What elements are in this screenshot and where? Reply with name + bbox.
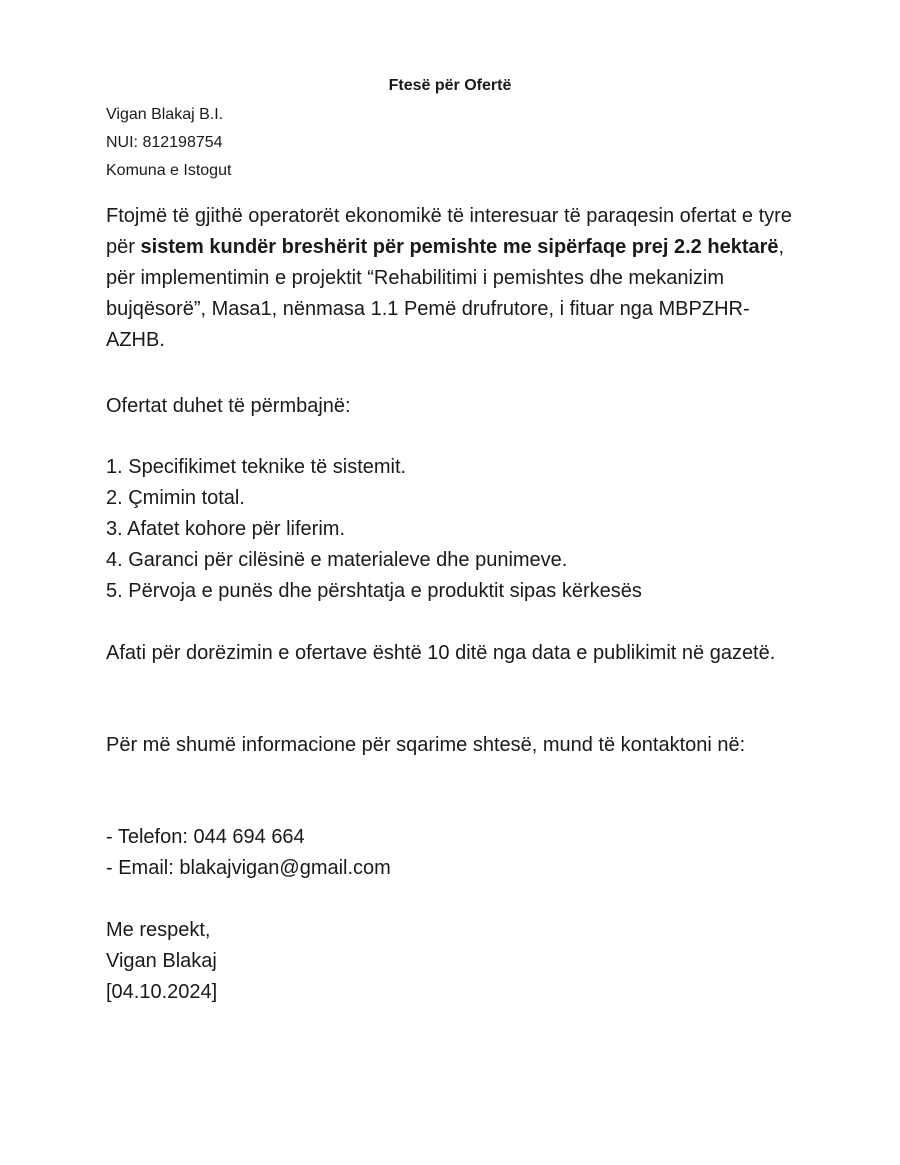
sender-municipality: Komuna e Istogut xyxy=(106,162,232,179)
intro-text-start: Ftojmë të gjithë operatorët ekonomikë të interesuar të paraqesin ofertat e tyre për xyxy=(106,205,792,258)
contact-email: - Email: blakajvigan@gmail.com xyxy=(106,857,391,879)
intro-text-bold: sistem kundër breshërit për pemishte me sipërfaqe prej 2.2 hektarë xyxy=(140,236,779,258)
list-item: 4. Garanci për cilësinë e materialeve dhe punimeve. xyxy=(106,549,568,571)
list-item: 3. Afatet kohore për liferim. xyxy=(106,518,346,540)
sender-block xyxy=(106,101,231,185)
closing-signatory: Vigan Blakaj xyxy=(106,950,217,972)
document-title: Ftesë për Ofertë xyxy=(388,77,512,94)
closing-salutation: Me respekt, xyxy=(106,919,211,941)
sender-name: Vigan Blakaj B.I. xyxy=(106,106,224,123)
info-paragraph: Për më shumë informacione për sqarime shtesë, mund të kontaktoni në: xyxy=(106,734,746,756)
sender-nui: NUI: 812198754 xyxy=(106,134,223,151)
list-item: 5. Përvoja e punës dhe përshtatja e produktit sipas kërkesës xyxy=(106,580,642,602)
closing-block xyxy=(106,915,796,1008)
list-item: 1. Specifikimet teknike të sistemit. xyxy=(106,456,407,478)
intro-text-end: , për implementimin e projektit “Rehabilitimi i pemishtes dhe mekanizim bujqësorë”, Masa1, nënmasa 1.1 Pemë drufrutore, i fituar nga MBPZHR-AZHB. xyxy=(106,236,785,351)
requirements-heading: Ofertat duhet të përmbajnë: xyxy=(106,395,351,417)
deadline-paragraph: Afati për dorëzimin e ofertave është 10 ditë nga data e publikimit në gazetë. xyxy=(106,642,776,664)
contact-phone: - Telefon: 044 694 664 xyxy=(106,826,305,848)
requirements-list xyxy=(106,452,796,607)
contact-list xyxy=(106,822,796,884)
list-item: 2. Çmimin total. xyxy=(106,487,245,509)
intro-paragraph xyxy=(106,201,796,356)
closing-date: [04.10.2024] xyxy=(106,981,218,1003)
